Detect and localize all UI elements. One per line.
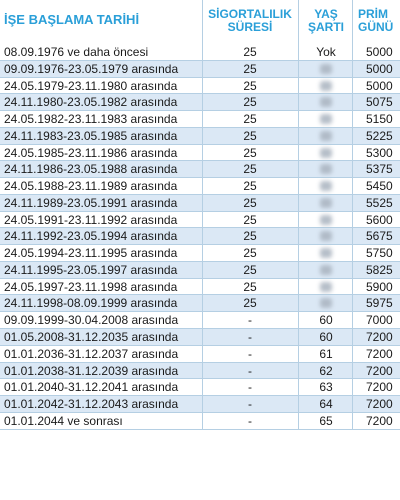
cell-age-requirement: 63 <box>319 380 333 395</box>
table-row <box>0 178 400 195</box>
cell-age-requirement <box>306 229 346 244</box>
table-row <box>0 61 400 78</box>
cell-premium-days: 7200 <box>366 363 393 378</box>
cell-premium-days: 5450 <box>366 179 393 194</box>
cell-start-date: 24.05.1982-23.11.1983 arasında <box>4 112 178 127</box>
obscured-value <box>320 248 332 258</box>
cell-premium-days: 5000 <box>366 61 393 76</box>
obscured-value <box>320 131 332 141</box>
cell-age-requirement <box>306 213 346 228</box>
cell-insurance-period: - <box>248 330 252 345</box>
table-row <box>0 396 400 413</box>
cell-start-date: 24.05.1988-23.11.1989 arasında <box>4 179 178 194</box>
cell-insurance-period: 25 <box>243 45 257 59</box>
obscured-value <box>320 164 332 174</box>
cell-age-requirement <box>306 95 346 110</box>
cell-premium-days: 5150 <box>366 112 393 127</box>
obscured-value <box>320 215 332 225</box>
cell-insurance-period: 25 <box>243 78 257 93</box>
cell-start-date: 09.09.1976-23.05.1979 arasında <box>4 61 179 76</box>
cell-premium-days: 5375 <box>366 162 393 177</box>
cell-insurance-period: 25 <box>243 95 257 110</box>
cell-premium-days: 5600 <box>366 212 393 227</box>
obscured-value <box>320 64 332 74</box>
table-header <box>0 0 400 44</box>
table-row <box>0 111 400 128</box>
cell-insurance-period: 25 <box>243 279 257 294</box>
cell-insurance-period: 25 <box>243 296 257 311</box>
cell-insurance-period: 25 <box>243 229 257 244</box>
cell-age-requirement <box>306 146 346 161</box>
cell-start-date: 09.09.1999-30.04.2008 arasında <box>4 313 179 328</box>
table-row <box>0 346 400 363</box>
cell-insurance-period: 25 <box>243 179 257 194</box>
cell-age-requirement <box>306 246 346 261</box>
cell-insurance-period: 25 <box>243 61 257 76</box>
header-premium-days: PRİM GÜNÜ <box>358 7 394 34</box>
column-divider <box>352 0 353 430</box>
cell-premium-days: 7200 <box>366 413 393 428</box>
obscured-value <box>320 114 332 124</box>
cell-start-date: 24.11.1980-23.05.1982 arasında <box>4 95 178 110</box>
header-age-requirement: YAŞ ŞARTI <box>308 7 344 34</box>
table-body <box>0 44 400 430</box>
table-row <box>0 94 400 111</box>
cell-start-date: 24.05.1997-23.11.1998 arasında <box>4 279 178 294</box>
cell-premium-days: 5675 <box>366 229 393 244</box>
cell-start-date: 01.01.2036-31.12.2037 arasında <box>4 346 179 361</box>
cell-premium-days: 5750 <box>366 246 393 261</box>
table-row <box>0 295 400 312</box>
obscured-value <box>320 231 332 241</box>
table-row <box>0 262 400 279</box>
cell-age-requirement: 65 <box>319 413 333 428</box>
cell-age-requirement: 60 <box>319 330 333 345</box>
cell-start-date: 24.11.1992-23.05.1994 arasında <box>4 229 178 244</box>
table-row <box>0 212 400 229</box>
obscured-value <box>320 298 332 308</box>
cell-age-requirement <box>306 62 346 77</box>
cell-insurance-period: 25 <box>243 195 257 210</box>
column-divider <box>298 0 299 430</box>
cell-premium-days: 5225 <box>366 128 393 143</box>
cell-age-requirement <box>306 280 346 295</box>
cell-insurance-period: - <box>248 363 252 378</box>
cell-premium-days: 7200 <box>366 397 393 412</box>
cell-insurance-period: 25 <box>243 212 257 227</box>
table-row <box>0 279 400 296</box>
obscured-value <box>320 148 332 158</box>
column-divider <box>202 0 203 430</box>
cell-age-requirement <box>306 162 346 177</box>
table-row <box>0 413 400 430</box>
cell-start-date: 24.05.1985-23.11.1986 arasında <box>4 145 178 160</box>
cell-insurance-period: - <box>248 397 252 412</box>
obscured-value <box>320 81 332 91</box>
cell-premium-days: 5975 <box>366 296 393 311</box>
cell-age-requirement <box>306 79 346 94</box>
cell-age-requirement: 60 <box>319 313 333 328</box>
cell-insurance-period: 25 <box>243 112 257 127</box>
cell-premium-days: 5000 <box>366 45 393 59</box>
cell-premium-days: 5825 <box>366 262 393 277</box>
cell-insurance-period: - <box>248 346 252 361</box>
obscured-value <box>320 181 332 191</box>
cell-age-requirement <box>306 179 346 194</box>
cell-insurance-period: 25 <box>243 262 257 277</box>
table-row <box>0 245 400 262</box>
cell-start-date: 08.09.1976 ve daha öncesi <box>4 45 149 59</box>
cell-insurance-period: 25 <box>243 246 257 261</box>
header-start-date: İŞE BAŞLAMA TARİHİ <box>4 12 140 27</box>
cell-start-date: 24.05.1994-23.11.1995 arasında <box>4 246 178 261</box>
cell-insurance-period: 25 <box>243 145 257 160</box>
cell-start-date: 24.05.1991-23.11.1992 arasında <box>4 212 178 227</box>
table-row <box>0 128 400 145</box>
cell-age-requirement: 61 <box>319 346 333 361</box>
cell-insurance-period: - <box>248 380 252 395</box>
cell-premium-days: 5525 <box>366 195 393 210</box>
cell-premium-days: 5000 <box>366 78 393 93</box>
cell-start-date: 01.05.2008-31.12.2035 arasında <box>4 330 179 345</box>
table-row <box>0 363 400 380</box>
cell-premium-days: 7000 <box>366 313 393 328</box>
cell-age-requirement <box>306 296 346 311</box>
cell-start-date: 24.05.1979-23.11.1980 arasında <box>4 78 178 93</box>
table-row <box>0 78 400 95</box>
cell-start-date: 01.01.2044 ve sonrası <box>4 413 123 428</box>
cell-start-date: 24.11.1986-23.05.1988 arasında <box>4 162 178 177</box>
table-row <box>0 312 400 329</box>
cell-premium-days: 5900 <box>366 279 393 294</box>
table-row <box>0 44 400 61</box>
cell-start-date: 24.11.1989-23.05.1991 arasında <box>4 195 178 210</box>
cell-age-requirement: Yok <box>316 45 336 59</box>
cell-premium-days: 5300 <box>366 145 393 160</box>
cell-start-date: 01.01.2038-31.12.2039 arasında <box>4 363 179 378</box>
header-insurance-period: SİGORTALILIK SÜRESİ <box>208 7 292 34</box>
cell-premium-days: 7200 <box>366 330 393 345</box>
cell-age-requirement <box>306 112 346 127</box>
cell-age-requirement: 64 <box>319 397 333 412</box>
cell-start-date: 24.11.1995-23.05.1997 arasında <box>4 262 178 277</box>
table-row <box>0 195 400 212</box>
cell-age-requirement <box>306 196 346 211</box>
cell-start-date: 24.11.1983-23.05.1985 arasında <box>4 128 178 143</box>
table-row <box>0 228 400 245</box>
cell-insurance-period: 25 <box>243 162 257 177</box>
cell-insurance-period: 25 <box>243 128 257 143</box>
cell-premium-days: 5075 <box>366 95 393 110</box>
table-row <box>0 329 400 346</box>
obscured-value <box>320 265 332 275</box>
cell-premium-days: 7200 <box>366 380 393 395</box>
cell-start-date: 24.11.1998-08.09.1999 arasında <box>4 296 178 311</box>
obscured-value <box>320 198 332 208</box>
obscured-value <box>320 97 332 107</box>
cell-insurance-period: - <box>248 313 252 328</box>
cell-premium-days: 7200 <box>366 346 393 361</box>
cell-insurance-period: - <box>248 413 252 428</box>
cell-age-requirement: 62 <box>319 363 333 378</box>
table-row <box>0 145 400 162</box>
table-row <box>0 161 400 178</box>
cell-age-requirement <box>306 263 346 278</box>
cell-start-date: 01.01.2042-31.12.2043 arasında <box>4 397 179 412</box>
table-row <box>0 379 400 396</box>
cell-age-requirement <box>306 129 346 144</box>
cell-start-date: 01.01.2040-31.12.2041 arasında <box>4 380 179 395</box>
obscured-value <box>320 282 332 292</box>
